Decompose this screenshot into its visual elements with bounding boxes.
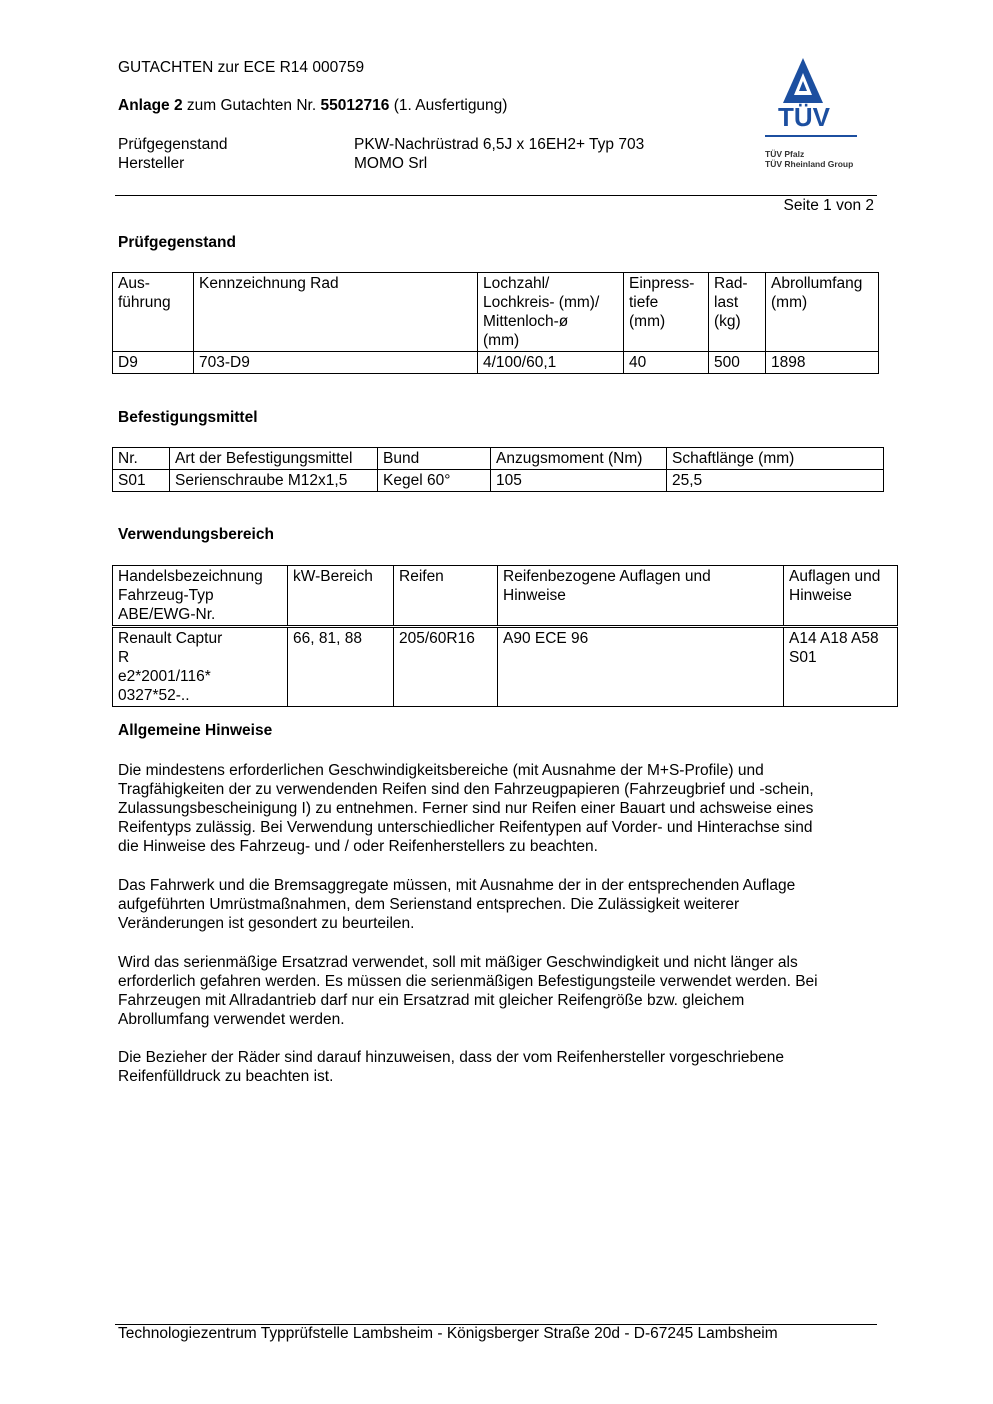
rad-cell: 703-D9 [194,352,478,374]
hersteller-label: Hersteller [118,155,185,172]
verw-table-header [113,566,898,627]
rad-header-cell: Einpress- tiefe (mm) [624,273,709,352]
bef-header-cell: Nr. [113,448,170,470]
verw-cell: 66, 81, 88 [288,627,394,707]
bef-header-cell: Schaftlänge (mm) [667,448,884,470]
section-verwendung: Verwendungsbereich [118,526,274,543]
section-hinweise: Allgemeine Hinweise [118,722,273,739]
pruefgegenstand-value: PKW-Nachrüstrad 6,5J x 16EH2+ Typ 703 [354,136,645,153]
table-row [113,352,879,374]
rad-cell: D9 [113,352,194,374]
paragraph: Die Bezieher der Räder sind darauf hinzuweisen, dass der vom Reifenhersteller vorgeschriebene Reifenfülldruck zu beachten ist. [118,1049,784,1085]
verw-header-cell: Auflagen und Hinweise [784,566,898,627]
anlage-line [118,97,507,115]
rad-header-cell: Lochzahl/ Lochkreis- (mm)/ Mittenloch-ø (mm) [478,273,624,352]
table-row [113,627,898,707]
pruefgegenstand-label: Prüfgegenstand [118,136,228,153]
bef-header-cell: Art der Befestigungsmittel [170,448,378,470]
anlage-mid: zum Gutachten Nr. [182,97,321,114]
bef-cell: Kegel 60° [378,470,491,492]
verw-header-cell: Reifenbezogene Auflagen und Hinweise [498,566,784,627]
table-row [113,470,884,492]
bef-table [112,447,884,492]
tuv-logo-text: TÜV [778,102,830,132]
anlage-label: Anlage 2 [118,97,183,114]
rad-header-cell: Rad- last (kg) [709,273,766,352]
tuv-logo-rule [765,135,857,137]
bef-cell: 25,5 [667,470,884,492]
rad-header-cell: Abrollumfang (mm) [766,273,879,352]
report-title: GUTACHTEN zur ECE R14 000759 [118,59,365,76]
bef-header-cell: Bund [378,448,491,470]
bef-header-cell: Anzugsmoment (Nm) [491,448,667,470]
section-befestigung: Befestigungsmittel [118,409,258,426]
verw-cell: 205/60R16 [394,627,498,707]
hersteller-value: MOMO Srl [354,155,428,172]
header-divider [115,195,877,196]
rad-cell: 40 [624,352,709,374]
gutachten-number: 55012716 [320,97,390,114]
rad-header-cell: Aus- führung [113,273,194,352]
tuv-logo-sub1: TÜV Pfalz [765,149,805,159]
footer-address: Technologiezentrum Typprüfstelle Lambsheim - Königsberger Straße 20d - D-67245 Lambsheim [118,1325,778,1342]
rad-header-cell: Kennzeichnung Rad [194,273,478,352]
verw-header-cell: Handelsbezeichnung Fahrzeug-Typ ABE/EWG-Nr. [113,566,288,627]
verw-header-cell: Reifen [394,566,498,627]
rad-cell: 1898 [766,352,879,374]
rad-table [112,272,879,374]
tuv-logo-sub2: TÜV Rheinland Group [765,159,854,169]
rad-table-header [113,273,879,352]
rad-cell: 4/100/60,1 [478,352,624,374]
verw-cell: A14 A18 A58 S01 [784,627,898,707]
anlage-suffix: (1. Ausfertigung) [389,97,508,114]
verw-cell: Renault Captur R e2*2001/116* 0327*52-.. [113,627,288,707]
bef-cell: S01 [113,470,170,492]
bef-cell: 105 [491,470,667,492]
tuv-logo [760,55,860,175]
paragraph: Das Fahrwerk und die Bremsaggregate müssen, mit Ausnahme der in der entsprechenden Auflage aufgeführten Umrüstmaßnahmen, dem Serienstand entsprechen. Die Zulässigkeit weiterer Veränderungen ist gesondert zu beurteilen. [118,877,796,932]
verw-table [112,565,898,707]
verw-cell: A90 ECE 96 [498,627,784,707]
paragraph: Wird das serienmäßige Ersatzrad verwendet, soll mit mäßiger Geschwindigkeit und nicht länger als erforderlich gefahren werden. Es müssen die serienmäßigen Befestigungsteile verwendet werden. Bei Fahrzeugen mit Allradantrieb darf nur ein Ersatzrad mit gleicher Reifengröße bzw. gleichem Abrollumfang verwendet werden. [118,954,818,1028]
page-number: Seite 1 von 2 [783,197,874,214]
paragraph: Die mindestens erforderlichen Geschwindigkeitsbereiche (mit Ausnahme der M+S-Profile) und Tragfähigkeiten der zu verwendenden Reifen sind den Fahrzeugpapieren (Fahrzeugbrief und -schein, Zulassungsbescheinigung I) zu entnehmen. Ferner sind nur Reifen einer Bauart und achsweise eines Reifentyps zulässig. Bei Verwendung unterschiedlicher Reifentypen auf Vorder- und Hinterachse sind die Hinweise des Fahrzeug- und / oder Reifenherstellers zu beachten. [118,762,814,855]
rad-cell: 500 [709,352,766,374]
bef-cell: Serienschraube M12x1,5 [170,470,378,492]
verw-header-cell: kW-Bereich [288,566,394,627]
bef-table-header [113,448,884,470]
section-pruefgegenstand: Prüfgegenstand [118,234,236,251]
